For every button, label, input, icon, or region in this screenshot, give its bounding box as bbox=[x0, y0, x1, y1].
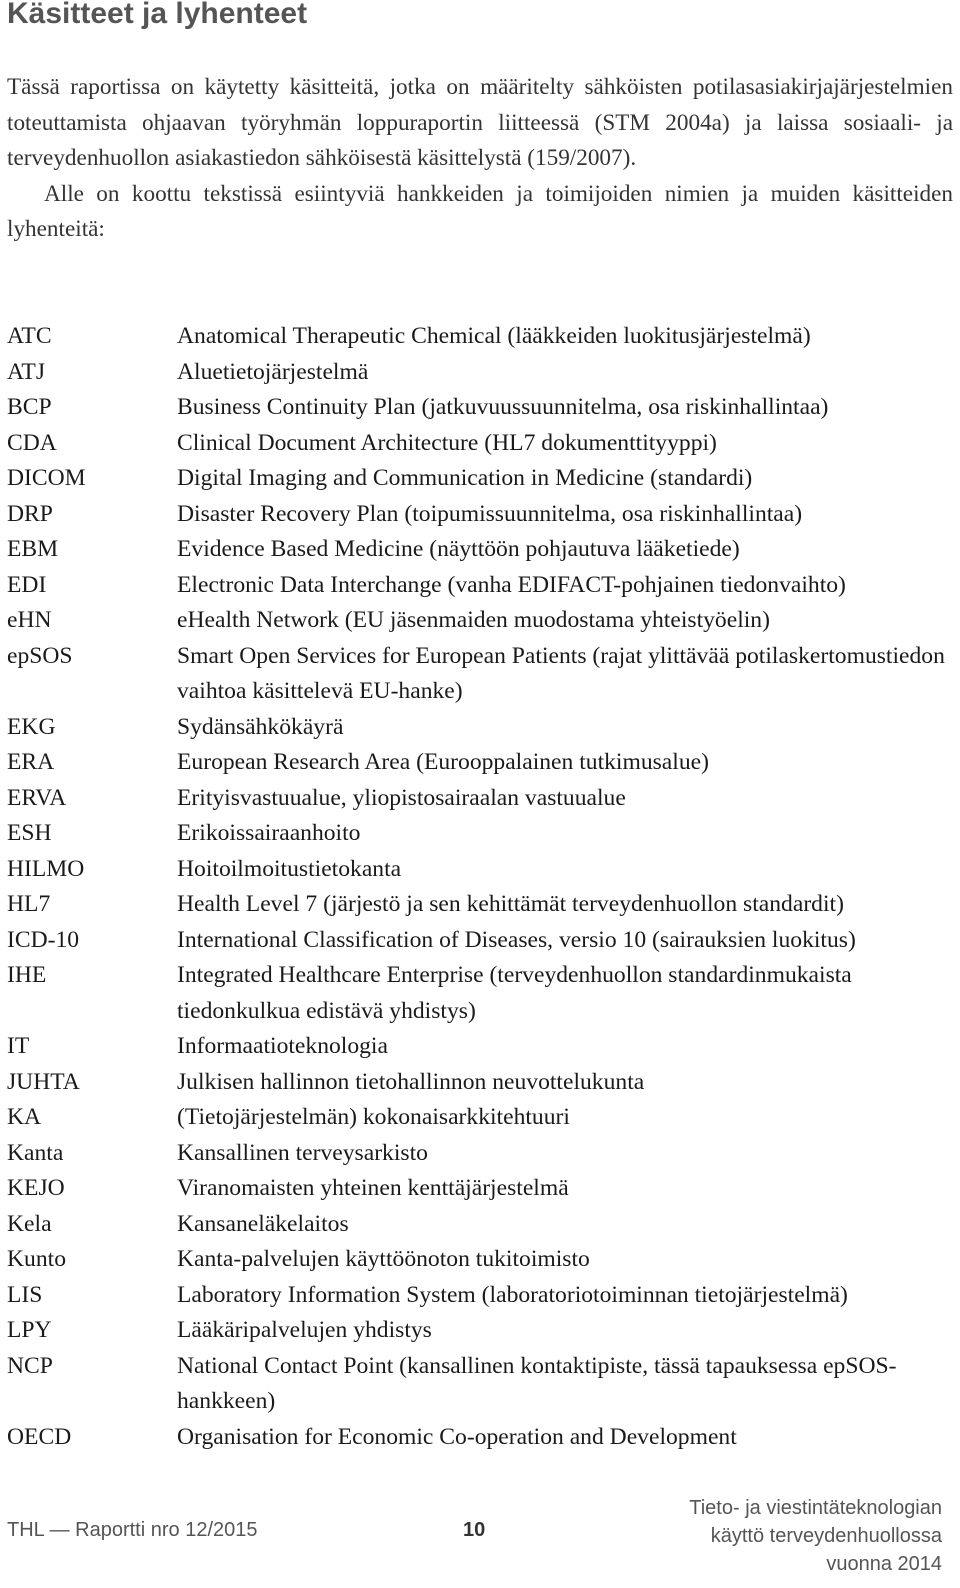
abbreviation-row bbox=[7, 1349, 953, 1420]
page-number: 10 bbox=[463, 1519, 486, 1541]
intro-text bbox=[7, 70, 953, 248]
abbreviation-term: ICD-10 bbox=[7, 926, 80, 953]
abbreviation-row bbox=[7, 923, 953, 959]
abbreviation-definition: Electronic Data Interchange (vanha EDIFACT-pohjainen tiedonvaihto) bbox=[177, 571, 846, 598]
abbreviation-row bbox=[7, 390, 953, 426]
abbreviation-row bbox=[7, 1278, 953, 1314]
abbreviation-term: Kunto bbox=[7, 1246, 66, 1272]
abbreviation-term: BCP bbox=[7, 394, 52, 420]
abbreviation-row bbox=[7, 1313, 953, 1349]
abbreviation-row bbox=[7, 355, 953, 391]
abbreviation-definition: Disaster Recovery Plan (toipumissuunnitelma, osa riskinhallintaa) bbox=[177, 500, 803, 527]
abbreviation-row bbox=[7, 958, 953, 1029]
abbreviation-term: Kela bbox=[7, 1210, 52, 1237]
abbreviation-term: HL7 bbox=[7, 891, 51, 917]
abbreviation-term: eHN bbox=[7, 607, 52, 633]
abbreviation-definition: Digital Imaging and Communication in Medicine (standardi) bbox=[177, 465, 753, 491]
abbreviation-definition: Kansaneläkelaitos bbox=[177, 1210, 349, 1237]
abbreviation-term: HILMO bbox=[7, 855, 85, 882]
footer-report-title-line: Tieto- ja viestintäteknologian bbox=[689, 1497, 942, 1519]
abbreviation-definition: Business Continuity Plan (jatkuvuussuunnitelma, osa riskinhallintaa) bbox=[177, 394, 829, 420]
abbreviation-term: ESH bbox=[7, 820, 52, 846]
footer-report-title-line: käyttö terveydenhuollossa bbox=[710, 1525, 942, 1547]
abbreviation-row bbox=[7, 1136, 953, 1172]
abbreviation-row bbox=[7, 497, 953, 533]
abbreviation-term: IT bbox=[7, 1033, 30, 1059]
abbreviation-row bbox=[7, 1242, 953, 1278]
abbreviation-definition: Health Level 7 (järjestö ja sen kehittämät terveydenhuollon standardit) bbox=[177, 891, 844, 917]
abbreviation-term: ATJ bbox=[7, 358, 46, 385]
abbreviation-term: Kanta bbox=[7, 1139, 64, 1166]
intro-paragraph-1: Tässä raportissa on käytetty käsitteitä, jotka on määritelty sähköisten potilasasiakirjajärjestelmien toteuttamista ohjaavan työryhmän loppuraportin liitteessä (STM 2004a) ja laissa sosiaali- ja terveydenhuollon asiakastiedon sähköisestä käsittelystä (159/2007). bbox=[7, 74, 953, 171]
abbreviation-term: EBM bbox=[7, 536, 59, 562]
abbreviation-row bbox=[7, 1100, 953, 1136]
abbreviation-definition: Organisation for Economic Co-operation and Development bbox=[177, 1423, 737, 1450]
abbreviation-row bbox=[7, 639, 953, 710]
abbreviation-definition: eHealth Network (EU jäsenmaiden muodostama yhteistyöelin) bbox=[177, 607, 770, 633]
abbreviation-row bbox=[7, 887, 953, 923]
abbreviation-row bbox=[7, 1171, 953, 1207]
abbreviation-row bbox=[7, 852, 953, 888]
abbreviation-term: ERVA bbox=[7, 784, 67, 811]
abbreviation-term: epSOS bbox=[7, 642, 73, 669]
abbreviation-term: JUHTA bbox=[7, 1068, 80, 1095]
abbreviation-row bbox=[7, 781, 953, 817]
abbreviation-row bbox=[7, 745, 953, 781]
abbreviation-definition: Lääkäripalvelujen yhdistys bbox=[177, 1317, 432, 1343]
page-footer bbox=[0, 1492, 960, 1588]
abbreviation-definition: Hoitoilmoitustietokanta bbox=[177, 855, 402, 882]
abbreviation-definition: Anatomical Therapeutic Chemical (lääkkeiden luokitusjärjestelmä) bbox=[177, 323, 811, 349]
abbreviation-definition: Erityisvastuualue, yliopistosairaalan vastuualue bbox=[177, 784, 626, 811]
abbreviation-definition: Smart Open Services for European Patients (rajat ylittävää potilaskertomustiedon vaihtoa käsittelevä EU-hanke) bbox=[177, 642, 945, 704]
abbreviation-definition: Sydänsähkökäyrä bbox=[177, 713, 344, 740]
abbreviation-term: OECD bbox=[7, 1423, 72, 1450]
abbreviation-term: EDI bbox=[7, 571, 47, 598]
abbreviation-term: LIS bbox=[7, 1281, 43, 1308]
abbreviation-row bbox=[7, 461, 953, 497]
abbreviation-definition: Evidence Based Medicine (näyttöön pohjautuva lääketiede) bbox=[177, 536, 740, 562]
abbreviation-row bbox=[7, 816, 953, 852]
abbreviation-row bbox=[7, 1029, 953, 1065]
abbreviation-definition: Julkisen hallinnon tietohallinnon neuvottelukunta bbox=[177, 1068, 645, 1095]
abbreviation-row bbox=[7, 319, 953, 355]
abbreviation-definition: Laboratory Information System (laboratoriotoiminnan tietojärjestelmä) bbox=[177, 1281, 848, 1308]
abbreviation-row bbox=[7, 1065, 953, 1101]
abbreviation-definition: (Tietojärjestelmän) kokonaisarkkitehtuuri bbox=[177, 1104, 570, 1130]
abbreviation-term: NCP bbox=[7, 1352, 53, 1379]
abbreviation-term: EKG bbox=[7, 713, 56, 740]
abbreviation-definition: Viranomaisten yhteinen kenttäjärjestelmä bbox=[177, 1175, 569, 1201]
abbreviation-term: KA bbox=[7, 1104, 42, 1130]
abbreviation-list bbox=[7, 319, 953, 1455]
abbreviation-row bbox=[7, 532, 953, 568]
abbreviation-term: LPY bbox=[7, 1317, 52, 1343]
abbreviation-term: CDA bbox=[7, 429, 57, 456]
abbreviation-definition: Clinical Document Architecture (HL7 dokumenttityyppi) bbox=[177, 429, 717, 456]
footer-publisher: THL — Raportti nro 12/2015 bbox=[7, 1519, 258, 1541]
abbreviation-definition: Erikoissairaanhoito bbox=[177, 820, 361, 846]
abbreviation-row bbox=[7, 603, 953, 639]
abbreviation-term: DRP bbox=[7, 500, 53, 527]
abbreviation-definition: Kansallinen terveysarkisto bbox=[177, 1139, 428, 1166]
abbreviation-term: KEJO bbox=[7, 1175, 65, 1201]
intro-paragraph-2: Alle on koottu tekstissä esiintyviä hankkeiden ja toimijoiden nimien ja muiden käsitteiden lyhenteitä: bbox=[7, 180, 953, 242]
abbreviation-term: ATC bbox=[7, 323, 52, 349]
abbreviation-row bbox=[7, 1207, 953, 1243]
footer-report-title-line: vuonna 2014 bbox=[826, 1553, 942, 1575]
abbreviation-row bbox=[7, 426, 953, 462]
abbreviation-definition: Kanta-palvelujen käyttöönoton tukitoimisto bbox=[177, 1246, 590, 1272]
abbreviation-definition: Integrated Healthcare Enterprise (terveydenhuollon standardinmukaista tiedonkulkua edistävä yhdistys) bbox=[177, 962, 852, 1024]
abbreviation-row bbox=[7, 710, 953, 746]
abbreviation-term: ERA bbox=[7, 749, 55, 775]
footer-report-title bbox=[689, 1494, 942, 1578]
abbreviation-row bbox=[7, 1420, 953, 1456]
page-title: Käsitteet ja lyhenteet bbox=[7, 0, 308, 30]
abbreviation-definition: European Research Area (Eurooppalainen tutkimusalue) bbox=[177, 749, 709, 775]
abbreviation-definition: National Contact Point (kansallinen kontaktipiste, tässä tapauksessa epSOS-hankkeen) bbox=[177, 1352, 897, 1414]
abbreviation-row bbox=[7, 568, 953, 604]
abbreviation-definition: Aluetietojärjestelmä bbox=[177, 358, 369, 385]
abbreviation-definition: International Classification of Diseases, versio 10 (sairauksien luokitus) bbox=[177, 926, 856, 953]
abbreviation-definition: Informaatioteknologia bbox=[177, 1033, 388, 1059]
abbreviation-term: DICOM bbox=[7, 465, 86, 491]
abbreviation-term: IHE bbox=[7, 962, 47, 988]
